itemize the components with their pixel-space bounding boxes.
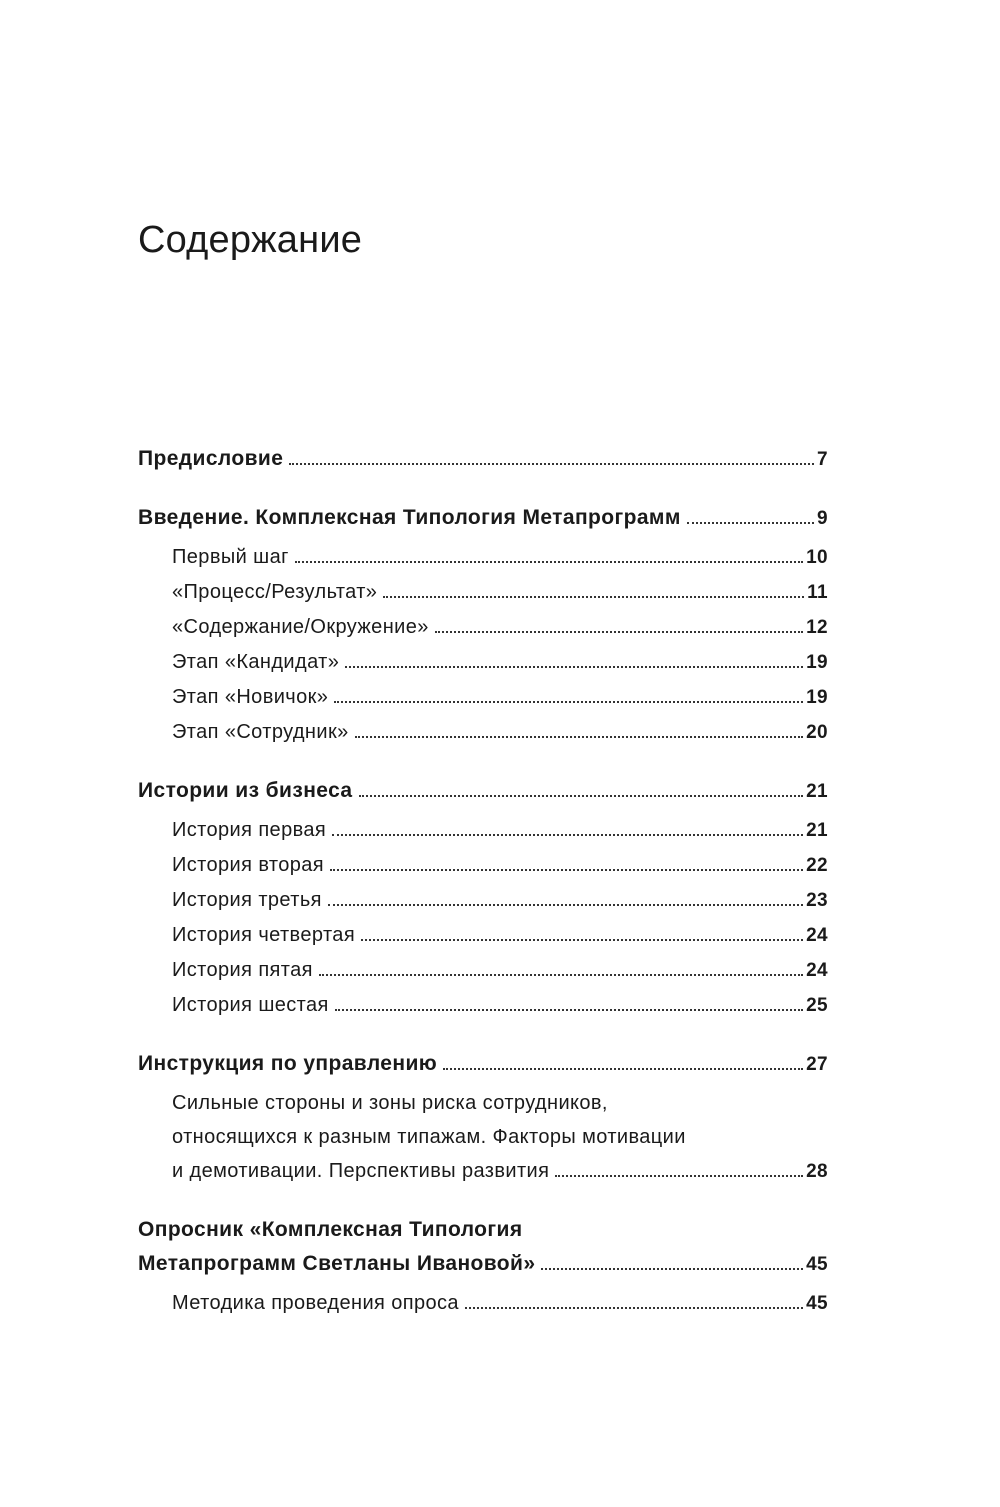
toc-subentry-label: Методика проведения опроса — [172, 1292, 459, 1314]
toc-entry-label: Введение. Комплексная Типология Метапрограмм — [138, 506, 681, 529]
toc-subentry-label: «Процесс/Результат» — [172, 581, 378, 603]
toc-subentry-label: История первая — [172, 819, 327, 841]
toc-entry-line: Опросник «Комплексная Типология — [138, 1218, 523, 1241]
toc-entry-page: 9 — [817, 508, 828, 529]
toc-subentry[interactable] — [138, 1286, 828, 1321]
toc-subentry-page: 10 — [806, 547, 828, 568]
toc-subentry-label: История третья — [172, 889, 322, 911]
toc-entry[interactable] — [138, 501, 828, 536]
toc-subentry-label: История шестая — [172, 994, 329, 1016]
toc-subentry-label: Этап «Кандидат» — [172, 651, 340, 673]
toc-subentry[interactable] — [138, 813, 828, 848]
toc-subentry[interactable] — [138, 575, 828, 610]
dot-leader — [330, 869, 803, 871]
toc-subentry-page: 12 — [806, 617, 828, 638]
toc-entry-multiline[interactable] — [138, 1213, 828, 1282]
page-title: Содержание — [138, 219, 363, 261]
toc-section-questionnaire — [138, 1213, 828, 1321]
dot-leader — [335, 1009, 803, 1011]
toc-subentry-label: Этап «Новичок» — [172, 686, 329, 708]
dot-leader — [359, 795, 804, 797]
toc-subentry[interactable] — [138, 988, 828, 1023]
dot-leader — [443, 1068, 803, 1070]
toc-subentry-page: 28 — [806, 1161, 828, 1182]
dot-leader — [345, 666, 803, 668]
toc-entry-page: 45 — [806, 1254, 828, 1275]
toc-subentry-line: относящихся к разным типажам. Факторы мотивации — [172, 1126, 686, 1148]
dot-leader — [295, 561, 803, 563]
toc-subentry-page: 21 — [806, 820, 828, 841]
dot-leader — [289, 463, 814, 465]
dot-leader — [465, 1307, 803, 1309]
toc-subentry-label: и демотивации. Перспективы развития — [172, 1160, 550, 1182]
toc-entry[interactable] — [138, 1047, 828, 1082]
toc-subentry[interactable] — [138, 953, 828, 988]
toc-subentry[interactable] — [138, 680, 828, 715]
toc-subentry[interactable] — [138, 883, 828, 918]
toc-section-business-stories — [138, 774, 828, 1023]
toc-subentry-label: История вторая — [172, 854, 325, 876]
toc-subentry[interactable] — [138, 715, 828, 750]
dot-leader — [332, 834, 803, 836]
toc-subentry-label: История пятая — [172, 959, 313, 981]
dot-leader — [334, 701, 803, 703]
toc-subentry-line: Сильные стороны и зоны риска сотрудников, — [172, 1092, 608, 1114]
toc-entry-label: Метапрограмм Светланы Ивановой» — [138, 1252, 536, 1275]
toc-entry-last-line — [138, 1247, 828, 1282]
dot-leader — [361, 939, 803, 941]
toc-subentry-page: 24 — [806, 925, 828, 946]
dot-leader — [435, 631, 803, 633]
toc-subentry-page: 20 — [806, 722, 828, 743]
toc-subentry-label: «Содержание/Окружение» — [172, 616, 429, 638]
toc-entry-page: 27 — [806, 1054, 828, 1075]
dot-leader — [328, 904, 803, 906]
toc-entry-page: 21 — [806, 781, 828, 802]
toc-subentry-page: 23 — [806, 890, 828, 911]
toc-subentry-label: История четвертая — [172, 924, 356, 946]
dot-leader — [319, 974, 803, 976]
toc-subentry[interactable] — [138, 645, 828, 680]
toc-entry[interactable] — [138, 442, 828, 477]
toc-subentry[interactable] — [138, 848, 828, 883]
toc-entry[interactable] — [138, 774, 828, 809]
toc-entry-page: 7 — [817, 449, 828, 470]
toc-subentry-page: 11 — [807, 582, 828, 603]
toc-subentry[interactable] — [138, 540, 828, 575]
dot-leader — [555, 1175, 803, 1177]
dot-leader — [355, 736, 803, 738]
toc-subentry-page: 22 — [806, 855, 828, 876]
dot-leader — [383, 596, 804, 598]
dot-leader — [541, 1268, 803, 1270]
toc-subentry-page: 19 — [806, 652, 828, 673]
toc-entry-label: Предисловие — [138, 447, 284, 470]
toc-section-management-instructions — [138, 1047, 828, 1189]
toc-section-preface — [138, 442, 828, 477]
toc-subentry-page: 25 — [806, 995, 828, 1016]
toc-subentry-last-line — [138, 1154, 828, 1189]
toc-subentry-label: Первый шаг — [172, 546, 289, 568]
toc-subentry-page: 19 — [806, 687, 828, 708]
toc-subentry-page: 45 — [806, 1293, 828, 1314]
table-of-contents — [138, 442, 828, 1345]
toc-section-introduction — [138, 501, 828, 750]
toc-subentry-label: Этап «Сотрудник» — [172, 721, 349, 743]
toc-subentry[interactable] — [138, 610, 828, 645]
toc-subentry-page: 24 — [806, 960, 828, 981]
toc-entry-label: Истории из бизнеса — [138, 779, 353, 802]
toc-subentry[interactable] — [138, 918, 828, 953]
toc-subentry-multiline[interactable] — [138, 1086, 828, 1189]
toc-entry-label: Инструкция по управлению — [138, 1052, 438, 1075]
dot-leader — [687, 522, 814, 524]
